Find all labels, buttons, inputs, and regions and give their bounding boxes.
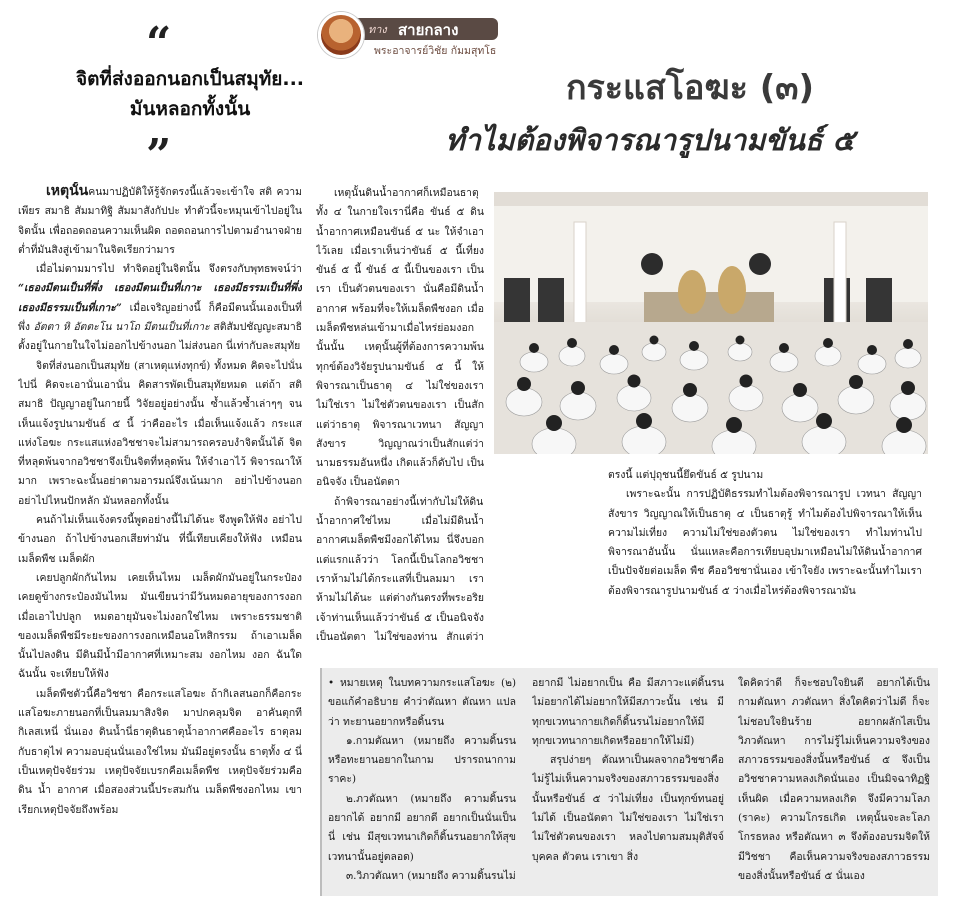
paragraph: เหตุนั้นคนมาปฏิบัติให้รู้จักตรงนี้แล้วจะเข้าใจ สติ ความเพียร สมาธิ สัมมาทิฐิ สัมมาสังกัปปะ ทำตัวนี้จะหมุนเข้าไปอยู่ในจิตนั้น เพื่อถอดถอนความเห็นผิด ถอดถอนการไปตามอำนาจฝ่ายต่ำที่มันสิงสู่เข้ามาในจิตเรียกว่ามาร <box>18 183 302 256</box>
paragraph: เคยปลูกผักกันไหม เคยเห็นไหม เมล็ดผักมันอยู่ในกระป๋อง เคยดูข้างกระป๋องมันไหม มันเขียนว่ามีวันหมดอายุของการงอก เมื่อเอาไปปลูก หมดอายุมันจะไม่งอกใช่ไหม เพราะธรรมชาติของเมล็ดพืชมีระยะของการงอกเหมือนอโหสิกรรม ถ้าเอาเมล็ดนั้นไปลงดิน มีดินมีน้ำมีอากาศที่เหมาะสม งอกไหม งอก ฉันใดฉันนั้น จะเทียบให้ฟัง <box>18 571 302 681</box>
pull-quote <box>70 64 310 124</box>
buddha-quote: “เธองมีตนเป็นที่พึ่ง เธองมีตนเป็นที่เกาะ เธองมีธรรมเป็นที่พึ่ง เธองมีธรรมเป็นที่เกาะ” <box>18 282 302 314</box>
footnote-rule <box>320 668 322 896</box>
headline-title: กระแสโอฆะ (๓) <box>565 68 815 108</box>
footnote-column-2 <box>532 674 724 894</box>
author-byline: พระอาจารย์วิชัย กัมมสุทโธ <box>374 45 497 57</box>
close-quote-mark: ” <box>146 130 172 181</box>
open-quote-mark: “ <box>146 18 172 69</box>
paragraph: คนถ้าไม่เห็นแจ้งตรงนี้พูดอย่างนี้ไม่ได้นะ จึงพูดให้ฟัง อย่าไปข้างนอก ถ้าไปข้างนอกเสียท่ามัน ที่นี้เทียบเคียงให้ฟัง เหมือนเมล็ดพืช เมล็ดผัก <box>18 514 302 565</box>
photo-illustration <box>494 192 928 454</box>
paragraph: ตรงนี้ แต่ปุถุชนนี้ยึดขันธ์ ๕ รูปนาม <box>608 469 764 481</box>
paragraph: สรุปง่ายๆ ตัณหาเป็นผลจากอวิชชาคือไม่รู้ไม่เห็นความจริงของสภาวธรรมของสิ่งนั้นหรือขันธ์ ๕ ว่าไม่เที่ยง เป็นทุกข์ทนอยู่ไม่ได้ เป็นอนัตตา ไม่ใช่ของเรา ไม่ใช่เรา ไม่ใช่ตัวตนของเรา หลงไปตามสมมุติสัจจ์ บุคคล ตัวตน เราเขา สิ่ง <box>532 754 724 863</box>
paragraph: ใดคิดว่าดี ก็จะชอบใจยินดี อยากได้เป็นกามตัณหา ภวตัณหา สิ่งใดคิดว่าไม่ดี ก็จะไม่ชอบใจยินร้าย อยากผลักไสเป็นวิภวตัณหา การไม่รู้ไม่เห็นความจริงของสภาวธรรมของสิ่งนั้นหรือขันธ์ ๕ จึงเป็นอวิชชาความหลงเกิดนั่นเอง เป็นมิจฉาทิฏฐิเห็นผิด เมื่อความหลงเกิด จึงมีความโลภ (ราคะ) ความโกรธเกิด เหตุนั้นจะละโลภโกรธหลง หรือตัณหา ๓ จึงต้องอบรมจิตให้มีวิชชา คือเห็นความจริงของสภาวธรรมของสิ่งนั้นหรือขันธ์ ๕ นั่นเอง <box>738 677 930 882</box>
article-column-1 <box>18 182 302 898</box>
paragraph: เหตุนั้นดินน้ำอากาศก็เหมือนธาตุทั้ง ๔ ในกายใจเรานี่คือ ขันธ์ ๕ ดินน้ำอากาศเหมือนขันธ์ ๕ นะ ให้จำเอาไว้เลย เมื่อเราเห็นว่าขันธ์ ๕ นี้เที่ยง ขันธ์ ๕ นี้ ขันธ์ ๕ นี้เป็นของเรา เป็นเรา เป็นตัวตนของเรา นั่นคือมีดินน้ำอากาศ พร้อมที่จะให้เมล็ดพืชงอก เมื่อเมล็ดพืชหล่นเข้ามาเมื่อไหร่ย่อมงอกนั้นนั้น เหตุนั้นผู้ที่ต้องการความพ้นทุกข์ต้องวิจัยรูปนามขันธ์ ๕ นี้ ให้พิจารณาเป็นธาตุ ๔ ไม่ใช่ของเรา ไม่ใช่เรา ไม่ใช่ตัวตนของเรา เป็นสักแต่ว่าธาตุ พิจารณาเวทนา สัญญา สังขาร วิญญาณว่าเป็นสักแต่ว่านามธรรมอันหนึ่ง เกิดแล้วก็ดับไป เป็นอนิจจัง เป็นอนัตตา <box>316 187 484 489</box>
author-avatar <box>318 12 364 58</box>
paragraph: เมื่อไม่ตามมารไป ทำจิตอยู่ในจิตนั้น จึงตรงกับพุทธพจน์ว่า “เธองมีตนเป็นที่พึ่ง เธองมีตนเป็นที่เกาะ เธองมีธรรมเป็นที่พึ่ง เธองมีธรรมเป็นที่เกาะ” เมื่อเจริญอย่างนี้ ก็คือมีตนนั้นเองเป็นที่พึ่ง อัตตา หิ อัตตะโน นาโถ มีตนเป็นที่เกาะ สติสัมปชัญญะสมาธิตั้งอยู่ในกายในใจไม่ออกไปข้างนอก ไม่ส่งนอก นี่เท่ากับละสมุทัย <box>18 263 302 353</box>
column-kicker: ทาง <box>368 23 387 36</box>
pali-phrase: อัตตา หิ อัตตะโน นาโถ มีตนเป็นที่เกาะ <box>33 321 210 334</box>
column-header <box>318 12 498 58</box>
lead-word: เหตุนั้น <box>46 183 89 199</box>
footnote-column-3 <box>738 674 930 894</box>
paragraph: ถ้าพิจารณาอย่างนี้เท่ากับไม่ให้ดินน้ำอากาศใช่ไหม เมื่อไม่มีดินน้ำ อากาศเมล็ดพืชมีงอกได้ไหม นี่จึงบอกแต่แรกแล้วว่า โลกนี้เป็นโลกอวิชชา เราห้ามไม่ได้กระแสที่เป็นลมมา เราห้ามไม่ได้นะ แต่ต่างกันตรงที่พระอริยเจ้าท่านเห็นแล้วว่าขันธ์ ๕ เป็นอนิจจัง เป็นอนัตตา ไม่ใช่ของท่าน สักแต่ว่า <box>316 495 484 643</box>
footnote-column-1 <box>328 674 516 894</box>
meditation-hall-photo <box>494 192 928 454</box>
paragraph: ๑.กามตัณหา (หมายถึง ความดิ้นรน หรือทะยานอยากในกาม ปรารถนากาม ราคะ) <box>328 734 516 786</box>
paragraph: จิตที่ส่งนอกเป็นสมุทัย (สาเหตุแห่งทุกข์) ทั้งหมด คิดจะไปนั่นไปนี่ คิดจะเอานั่นเอานั่น คิดสารพัดเป็นสมุทัยหมด แต่ถ้า สติ สมาธิ ปัญญาอยู่ในกายนี้ วิจัยอยู่อย่างนั้น ซ้ำแล้วซ้ำเล่าๆๆ จนเห็นแจ้งรูปนามขันธ์ ๕ นี้ ว่าคืออะไร เมื่อเห็นแจ้งแล้ว กระแสแห่งโอฆะ กระแสแห่งอวิชชาจะไม่สามารถครอบงำจิตนั้นได้ จิตที่หลุดพ้นจากอวิชชาจึงเป็นจิตที่หลุดพ้น ให้จำเอาไว้ พิจารณาให้มาก เพราะฉะนั้นอย่าตามอารมณ์จึงเน้นมาก อย่าไปข้างนอก อย่าไปไหนปักหลัก มันหลอกทั้งนั้น <box>18 359 302 507</box>
article-column-3 <box>608 466 922 656</box>
paragraph: อยากมี ไม่อยากเป็น คือ มีสภาวะแต่ดิ้นรนไม่อยากได้ไม่อยากให้มีสภาวะนั้น เช่น มีทุกขเวทนากายเกิดก็ดิ้นรนไม่อยากให้มีทุกขเวทนากายเกิดหรืออยากให้ไม่มี) <box>532 677 724 747</box>
paragraph: เพราะฉะนั้น การปฏิบัติธรรมทำไมต้องพิจารณารูป เวทนา สัญญา สังขาร วิญญาณให้เป็นธาตุ ๔ เป็นธาตุรู้ ทำไมต้องไปพิจารณาให้เห็นความไม่เที่ยง ความไม่ใช่ของตัวตน ไม่ใช่ของเรา ทำไมท่านไปพิจารณาอันนั้น นั่นแหละคือการเทียบอุปมาเหมือนไม่ให้ดินน้ำอากาศเป็นปัจจัยต่อเมล็ด พืช คืออวิชชานั่นเอง เข้าใจยัง เพราะฉะนั้นทำไมเราต้องพิจารณารูปนามขันธ์ ๕ ว่างเมื่อไหร่ต้องพิจารณามัน <box>608 488 922 597</box>
pull-quote-line-2: มันหลอกทั้งนั้น <box>129 98 251 120</box>
paragraph: • หมายเหตุ ในบทความกระแสโอฆะ (๒) ขอแก้คำอธิบาย คำว่าตัณหา ตัณหา แปลว่า ทะยานอยากหรือดิ้นรน <box>328 677 516 728</box>
column-name: สายกลาง <box>398 21 459 39</box>
article-column-2 <box>316 184 484 646</box>
paragraph: ๓.วิภวตัณหา (หมายถึง ความดิ้นรนไม่ <box>346 869 516 882</box>
headline-subtitle: ทำไมต้องพิจารณารูปนามขันธ์ ๕ <box>445 123 855 157</box>
paragraph: เมล็ดพืชตัวนี้คือวิชชา คือกระแสโอฆะ ถ้ากิเลสนอกก็คือกระแสโอฆะภายนอกที่เป็นลมมาสิงจิต มาปกคลุมจิต อาคันตุกที กิเลสเหนี่ นั่นเอง ดินน้ำนี่ธาตุดินธาตุน้ำอากาศคืออะไร ธาตุลมกับธาตุไฟ ความอบอุ่นนั่นเองใช่ไหม มันมีอยู่ตรงนั้น ธาตุทั้ง ๔ นี่เป็นเหตุปัจจัยร่วม เหตุปัจจัยเบรกคือเมล็ดพืช เหตุปัจจัยร่วมคือดิน น้ำ อากาศ เมื่อสองส่วนนี้ประสมกัน เมล็ดพืชงอกไหม เขาเรียกเหตุปัจจัยถึงพร้อม <box>18 687 302 816</box>
paragraph: ๒.ภวตัณหา (หมายถึง ความดิ้นรน อยากได้ อยากมี อยากดี อยากเป็นนั่นเป็นนี่ เช่น มีสุขเวทนาเกิดก็ดิ้นรนอยากให้สุขเวทนานั้นอยู่ตลอด) <box>328 792 516 863</box>
pull-quote-line-1: จิตที่ส่งออกนอกเป็นสมุทัย... <box>75 68 305 90</box>
